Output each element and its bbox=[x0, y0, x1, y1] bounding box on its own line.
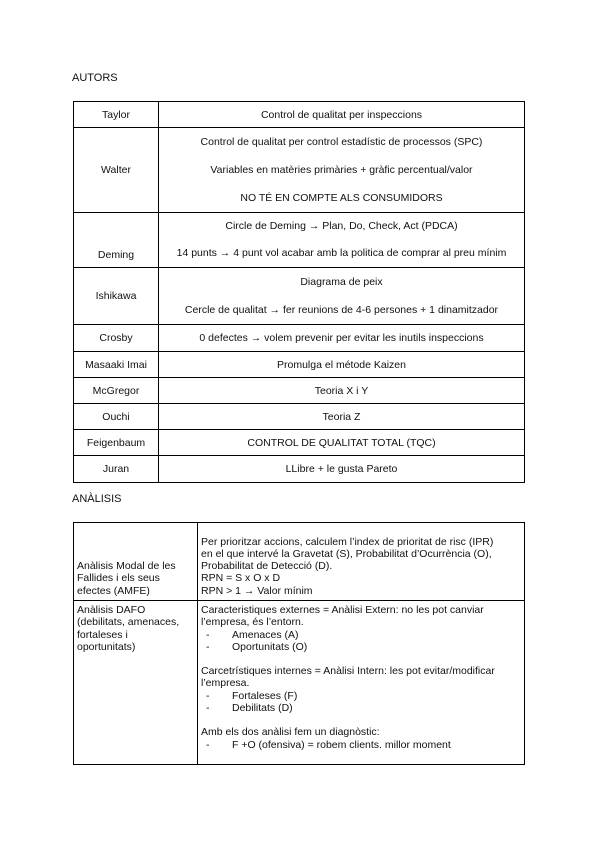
author-name: Taylor bbox=[74, 102, 159, 128]
analysis-name: fortaleses i bbox=[77, 628, 128, 641]
author-description: Control de qualitat per control estadístic de processos (SPC) bbox=[200, 136, 483, 148]
author-name: McGregor bbox=[74, 378, 159, 404]
author-name: Ouchi bbox=[74, 404, 159, 430]
analysis-text: en el que intervé la Gravetat (S), Probabilitat d’Ocurrència (O), bbox=[201, 547, 492, 560]
author-description: Promulga el métode Kaizen bbox=[277, 358, 406, 371]
analysis-text: RPN > 1 → Valor mínim bbox=[201, 584, 313, 597]
analysis-name: oportunitats) bbox=[77, 640, 136, 653]
table-row bbox=[74, 601, 525, 765]
authors-heading: AUTORS bbox=[72, 72, 118, 84]
table-row bbox=[74, 456, 525, 483]
author-name: Ishikawa bbox=[74, 268, 159, 325]
author-description: Teoria X i Y bbox=[314, 384, 369, 397]
authors-table bbox=[73, 101, 525, 483]
author-name: Juran bbox=[74, 456, 159, 483]
list-item: - F +O (ofensiva) = robem clients. millor moment bbox=[201, 739, 521, 751]
author-description: Control de qualitat per inspeccions bbox=[260, 108, 423, 121]
analysis-name: efectes (AMFE) bbox=[77, 584, 150, 597]
analysis-name: (debilitats, amenaces, bbox=[77, 616, 180, 629]
author-description: NO TÉ EN COMPTE ALS CONSUMIDORS bbox=[240, 192, 443, 204]
analysis-text: RPN = S x O x D bbox=[201, 572, 281, 585]
table-row bbox=[74, 102, 525, 128]
author-description: 14 punts → 4 punt vol acabar amb la politica de comprar al preu mínim bbox=[176, 247, 507, 259]
table-row bbox=[74, 325, 525, 352]
author-description: Cercle de qualitat → fer reunions de 4-6 persones + 1 dinamitzador bbox=[184, 304, 499, 316]
author-description: 0 defectes → volem prevenir per evitar les inutils inspeccions bbox=[199, 332, 484, 344]
table-row bbox=[74, 523, 525, 601]
table-row bbox=[74, 378, 525, 404]
analysis-text: l’empresa. bbox=[201, 677, 250, 690]
analysis-text: Carcetrístiques internes = Anàlisi Intern: les pot evitar/modificar bbox=[201, 665, 495, 678]
analysis-text: l’empresa, és l’entorn. bbox=[201, 616, 304, 629]
list-item: - Fortaleses (F) bbox=[201, 690, 521, 702]
author-description: Circle de Deming → Plan, Do, Check, Act (PDCA) bbox=[225, 220, 458, 232]
author-description: LLibre + le gusta Pareto bbox=[285, 463, 398, 475]
list-item: - Debilitats (D) bbox=[201, 702, 521, 714]
analysis-name: Anàlisis DAFO bbox=[77, 604, 146, 616]
analysis-table bbox=[73, 522, 525, 765]
author-description: Teoria Z bbox=[322, 410, 361, 423]
author-name: Feigenbaum bbox=[74, 430, 159, 456]
author-name: Masaaki Imai bbox=[74, 352, 159, 378]
table-row bbox=[74, 352, 525, 378]
author-name: Walter bbox=[74, 128, 159, 213]
analysis-text: Probabilitat de Detecció (D). bbox=[201, 560, 333, 573]
table-row bbox=[74, 268, 525, 325]
analysis-heading: ANÀLISIS bbox=[72, 493, 122, 505]
table-row bbox=[74, 404, 525, 430]
list-item: - Amenaces (A) bbox=[201, 629, 521, 641]
author-description: CONTROL DE QUALITAT TOTAL (TQC) bbox=[247, 436, 436, 449]
author-description: Diagrama de peix bbox=[300, 276, 383, 288]
analysis-name: Fallides i els seus bbox=[77, 572, 160, 585]
author-name: Crosby bbox=[74, 325, 159, 352]
analysis-text: Amb els dos anàlisi fem un diagnòstic: bbox=[201, 726, 380, 739]
author-description: Variables en matèries primàries + gràfic percentual/valor bbox=[210, 164, 473, 176]
analysis-text: Caracteristiques externes = Anàlisi Extern: no les pot canviar bbox=[201, 604, 484, 616]
analysis-text: Per prioritzar accions, calculem l’index de prioritat de risc (IPR) bbox=[201, 535, 494, 548]
table-row bbox=[74, 213, 525, 268]
table-row bbox=[74, 128, 525, 213]
analysis-name: Anàlisis Modal de les bbox=[77, 560, 176, 573]
list-item: - Oportunitats (O) bbox=[201, 641, 521, 653]
author-name: Deming bbox=[74, 213, 159, 268]
table-row bbox=[74, 430, 525, 456]
